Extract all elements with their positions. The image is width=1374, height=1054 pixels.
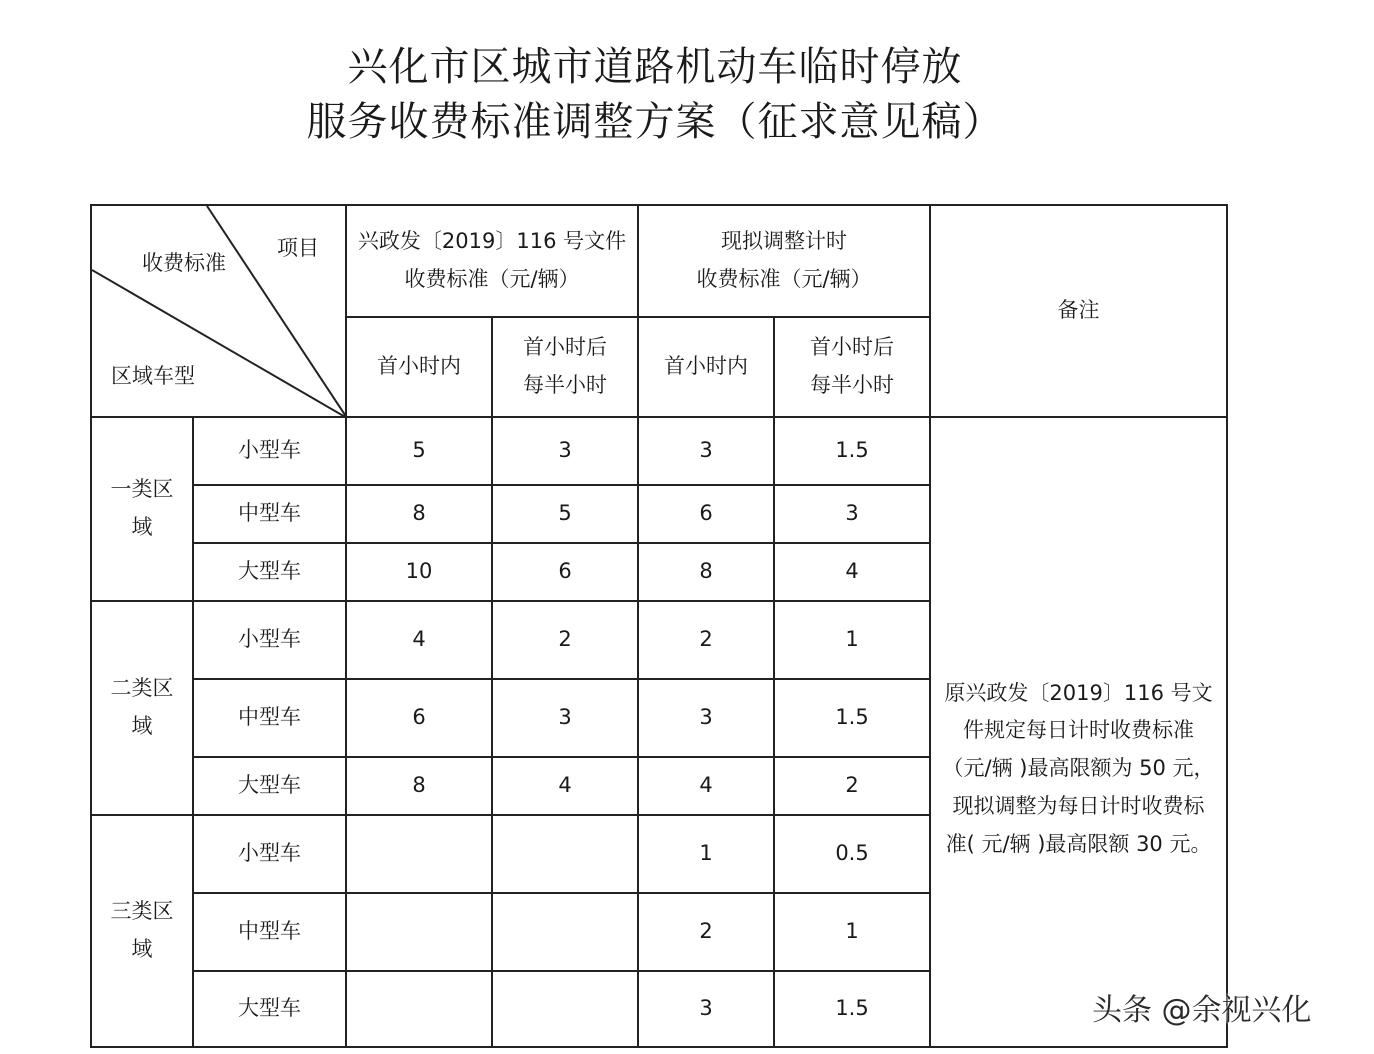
- fee-cell-old-after: 6: [492, 543, 638, 601]
- vehicle-type-cell: 中型车: [193, 679, 346, 757]
- zone-label-line: 二类区: [110, 676, 174, 701]
- fee-cell-old-after: 3: [492, 417, 638, 485]
- fee-cell-old-first: 5: [346, 417, 492, 485]
- fee-cell-old-after: [492, 815, 638, 893]
- header-new-line-2: 收费标准（元/辆）: [696, 267, 872, 291]
- vehicle-type-cell: 大型车: [193, 543, 346, 601]
- remarks-line: 准( 元/辆 )最高限额 30 元。: [945, 831, 1212, 856]
- fee-cell-new-after: 0.5: [774, 815, 930, 893]
- header-new-after-line-2: 每半小时: [810, 373, 895, 397]
- vehicle-type-cell: 大型车: [193, 757, 346, 815]
- vehicle-type-cell: 小型车: [193, 417, 346, 485]
- fee-standard-table: [90, 204, 1228, 1048]
- vehicle-type-cell: 小型车: [193, 815, 346, 893]
- header-new-after-first: [774, 317, 930, 417]
- fee-cell-old-after: 2: [492, 601, 638, 679]
- remarks-cell: [930, 417, 1227, 1047]
- vehicle-type-cell: 小型车: [193, 601, 346, 679]
- table-row: [91, 417, 1227, 485]
- header-new-standard: [638, 205, 930, 317]
- header-fee-standard-label: 收费标准: [142, 251, 226, 275]
- fee-cell-new-after: 1: [774, 601, 930, 679]
- zone-label-line: 一类区: [110, 477, 174, 502]
- fee-cell-new-after: 1.5: [774, 417, 930, 485]
- header-old-line-2: 收费标准（元/辆）: [404, 267, 580, 291]
- fee-cell-old-after: 4: [492, 757, 638, 815]
- fee-cell-old-first: [346, 971, 492, 1047]
- fee-cell-old-first: [346, 815, 492, 893]
- header-old-first-hour: 首小时内: [346, 317, 492, 417]
- fee-cell-new-first: 4: [638, 757, 774, 815]
- remarks-text: [931, 601, 1226, 864]
- fee-cell-old-after: [492, 893, 638, 971]
- header-old-after-line-2: 每半小时: [523, 373, 607, 397]
- header-item-label: 项目: [277, 236, 319, 260]
- vehicle-type-cell: 大型车: [193, 971, 346, 1047]
- fee-cell-new-after: 3: [774, 485, 930, 543]
- vehicle-type-cell: 中型车: [193, 893, 346, 971]
- watermark: 头条 @余视兴化: [1092, 993, 1312, 1028]
- fee-cell-new-after: 1.5: [774, 679, 930, 757]
- header-old-after-first: [492, 317, 638, 417]
- header-zone-vehicle-label: 区域车型: [111, 364, 195, 388]
- zone-label-line: 域: [131, 515, 153, 539]
- fee-cell-new-first: 3: [638, 679, 774, 757]
- zone-cell: [91, 815, 193, 1047]
- fee-cell-new-first: 1: [638, 815, 774, 893]
- fee-cell-old-first: 10: [346, 543, 492, 601]
- header-remarks: 备注: [930, 205, 1227, 417]
- zone-cell: [91, 601, 193, 815]
- fee-cell-old-first: 8: [346, 757, 492, 815]
- fee-cell-old-first: [346, 893, 492, 971]
- fee-cell-new-after: 4: [774, 543, 930, 601]
- fee-cell-new-first: 2: [638, 893, 774, 971]
- remarks-line: 原兴政发〔2019〕116 号文: [944, 680, 1213, 705]
- fee-cell-new-first: 2: [638, 601, 774, 679]
- header-old-line-1: 兴政发〔2019〕116 号文件: [357, 229, 627, 254]
- header-old-after-line-1: 首小时后: [523, 335, 607, 360]
- fee-cell-old-first: 8: [346, 485, 492, 543]
- fee-cell-old-after: [492, 971, 638, 1047]
- zone-label-line: 域: [131, 937, 153, 961]
- remarks-line: 现拟调整为每日计时收费标: [952, 793, 1205, 818]
- fee-cell-new-after: 1.5: [774, 971, 930, 1047]
- fee-cell-new-first: 3: [638, 971, 774, 1047]
- header-new-after-line-1: 首小时后: [810, 335, 895, 360]
- remarks-line: 件规定每日计时收费标准: [963, 718, 1195, 743]
- remarks-line: （元/辆 )最高限额为 50 元，: [942, 756, 1215, 781]
- fee-cell-old-after: 3: [492, 679, 638, 757]
- document-title-line-1: 兴化市区城市道路机动车临时停放: [347, 44, 963, 90]
- fee-cell-old-first: 4: [346, 601, 492, 679]
- fee-cell-old-after: 5: [492, 485, 638, 543]
- fee-cell-new-first: 8: [638, 543, 774, 601]
- header-new-line-1: 现拟调整计时: [721, 229, 848, 254]
- fee-cell-new-first: 3: [638, 417, 774, 485]
- zone-cell: [91, 417, 193, 601]
- fee-cell-new-first: 6: [638, 485, 774, 543]
- zone-label-line: 域: [131, 714, 153, 738]
- header-new-first-hour: 首小时内: [638, 317, 774, 417]
- fee-cell-old-first: 6: [346, 679, 492, 757]
- diagonal-header-cell: [91, 205, 346, 417]
- vehicle-type-cell: 中型车: [193, 485, 346, 543]
- zone-label-line: 三类区: [110, 899, 174, 924]
- fee-cell-new-after: 2: [774, 757, 930, 815]
- fee-cell-new-after: 1: [774, 893, 930, 971]
- header-old-standard: [346, 205, 638, 317]
- document-title-line-2: 服务收费标准调整方案（征求意见稿）: [306, 99, 1004, 145]
